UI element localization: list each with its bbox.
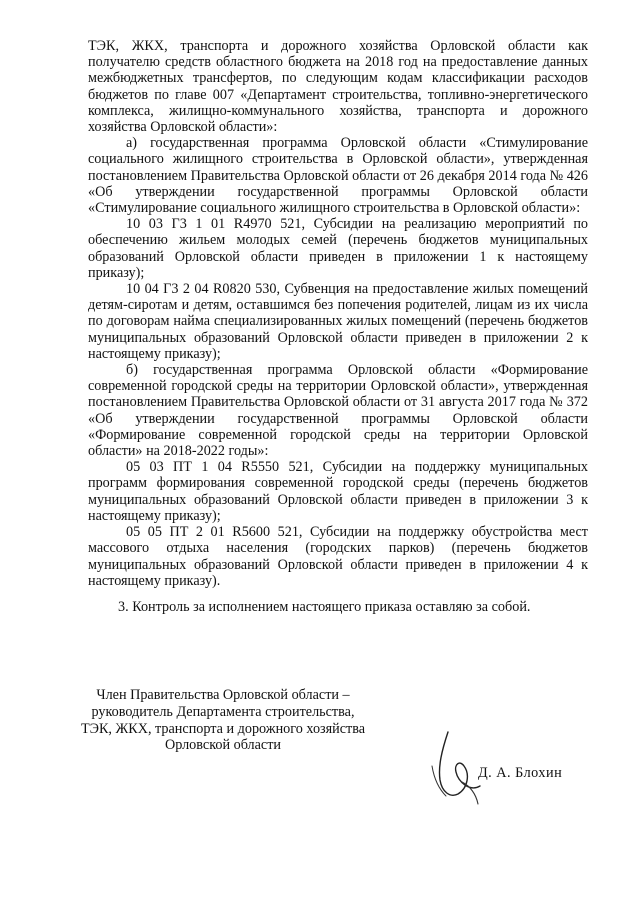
signatory-title-line: Орловской области	[164, 737, 282, 754]
signer-name: Д. А. Блохин	[478, 765, 563, 781]
signatory-title-line: руководитель Департамента строительства,	[91, 703, 355, 720]
paragraph-code-urban-environment: 05 03 ПТ 1 04 R5550 521, Субсидии на поддержку муниципальных программ формирования современной городской среды (перечень бюджетов муниципальных образований Орловской области приведен в приложении 3 к настоящему приказу);	[88, 459, 588, 524]
document-body	[88, 38, 588, 615]
signatory-title	[78, 687, 368, 754]
signatory-title-line: ТЭК, ЖКХ, транспорта и дорожного хозяйства	[80, 720, 366, 737]
paragraph-recipient: ТЭК, ЖКХ, транспорта и дорожного хозяйства Орловской области как получателю средств областного бюджета на 2018 год на предоставление данных межбюджетных трансфертов, по следующим кодам классификации расходов бюджетов по главе 007 «Департамент строительства, топливно-энергетического комплекса, жилищно-коммунального хозяйства, транспорта и дорожного хозяйства Орловской области»:	[88, 38, 588, 136]
paragraph-code-parks: 05 05 ПТ 2 01 R5600 521, Субсидии на поддержку обустройства мест массового отдыха населения (городских парков) (перечень бюджетов муниципальных образований Орловской области приведен в приложении 4 к настоящему приказу).	[88, 524, 588, 589]
paragraph-control: 3. Контроль за исполнением настоящего приказа оставляю за собой.	[118, 598, 531, 615]
paragraph-program-b: б) государственная программа Орловской области «Формирование современной городской среды на территории Орловской области», утвержденная постановлением Правительства Орловской области от 31 августа 2017 года № 372 «Об утверждении государственной программы Орловской области «Формирование современной городской среды на территории Орловской области» на 2018-2022 годы»:	[88, 362, 588, 460]
paragraph-code-young-families: 10 03 Г3 1 01 R4970 521, Субсидии на реализацию мероприятий по обеспечению жильем молодых семей (перечень бюджетов муниципальных образований Орловской области приведен в приложении 1 к настоящему приказу);	[88, 216, 588, 281]
signatory-title-line: Член Правительства Орловской области –	[96, 687, 350, 703]
paragraph-program-a: а) государственная программа Орловской области «Стимулирование социального жилищного строительства в Орловской области», утвержденная постановлением Правительства Орловской области от 26 декабря 2014 года № 426 «Об утверждении государственной программы Орловской области «Стимулирование социального жилищного строительства в Орловской области»:	[88, 135, 588, 217]
paragraph-code-orphans-housing: 10 04 Г3 2 04 R0820 530, Субвенция на предоставление жилых помещений детям-сиротам и детям, оставшимся без попечения родителей, лицам из их числа по договорам найма специализированных жилых помещений (перечень бюджетов муниципальных образований Орловской области приведен в приложении 2 к настоящему приказу);	[88, 281, 588, 362]
